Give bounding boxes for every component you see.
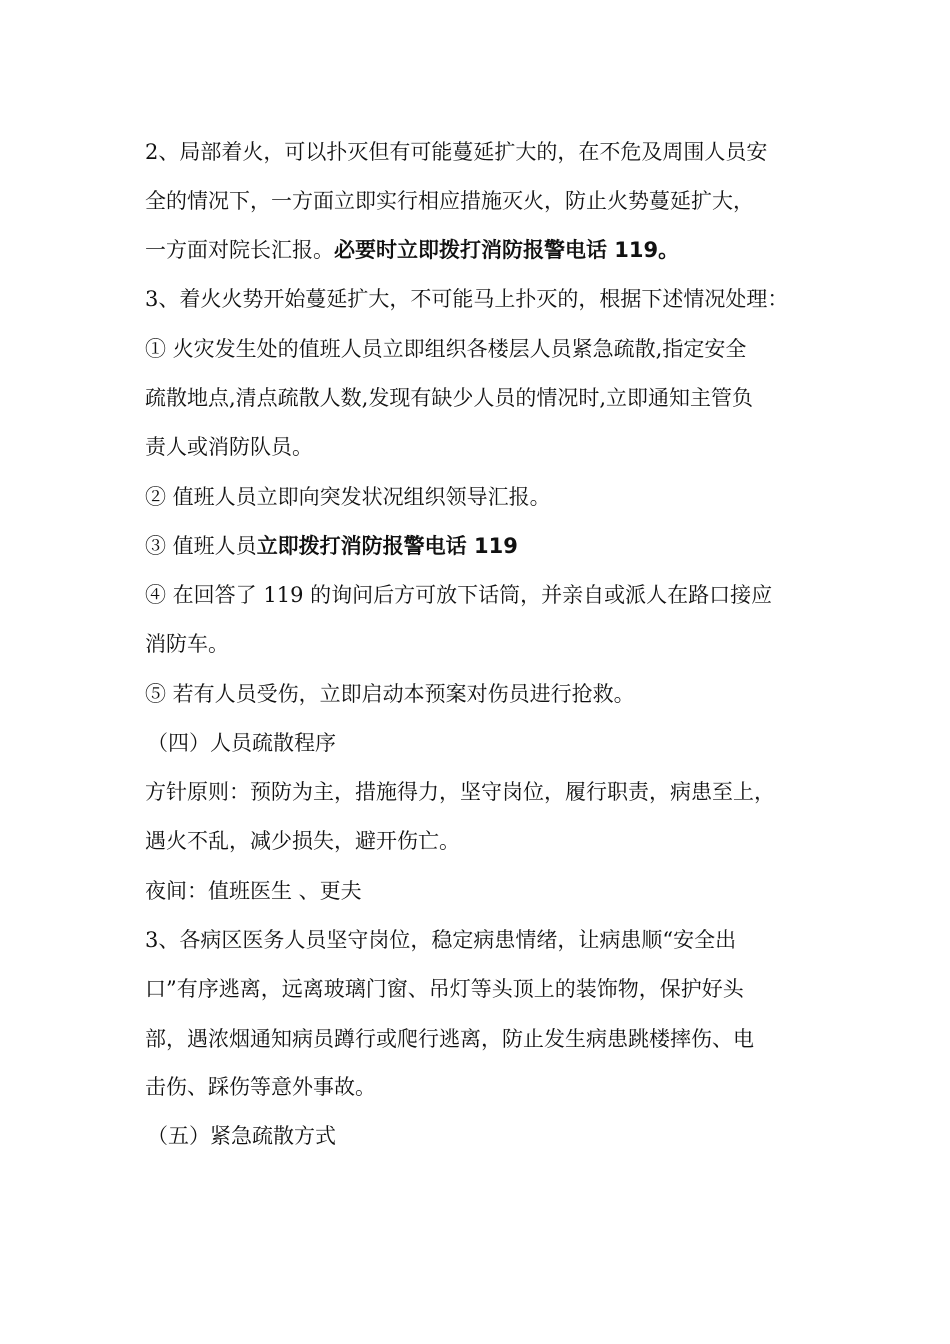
text-segment: ① 火灾发生处的值班人员立即组织各楼层人员紧急疏散,指定安全	[145, 337, 747, 361]
text-segment: 3、着火火势开始蔓延扩大，不可能马上扑灭的，根据下述情况处理：	[145, 287, 789, 311]
text-segment: 一方面对院长汇报。	[145, 238, 334, 262]
text-line	[145, 432, 825, 462]
text-line	[145, 1072, 825, 1102]
text-line	[147, 728, 827, 758]
text-line	[145, 974, 825, 1004]
text-segment: ③ 值班人员	[145, 534, 257, 558]
text-segment: ④ 在回答了 119 的询问后方可放下话筒，并亲自或派人在路口接应	[145, 583, 773, 607]
text-segment: 方针原则：预防为主，措施得力，坚守岗位，履行职责，病患至上，	[145, 780, 775, 804]
text-segment: 责人或消防队员。	[145, 435, 313, 459]
text-segment: 疏散地点,清点疏散人数,发现有缺少人员的情况时,立即通知主管负	[145, 386, 754, 410]
text-segment: ② 值班人员立即向突发状况组织领导汇报。	[145, 485, 551, 509]
text-segment: 击伤、踩伤等意外事故。	[145, 1075, 376, 1099]
text-segment: （五）紧急疏散方式	[147, 1124, 336, 1148]
text-line	[145, 531, 825, 561]
text-line	[145, 235, 825, 265]
text-segment: 遇火不乱，减少损失，避开伤亡。	[145, 829, 460, 853]
text-segment: 2、局部着火，可以扑灭但有可能蔓延扩大的，在不危及周围人员安	[145, 140, 768, 164]
text-segment: 口”有序逃离，远离玻璃门窗、吊灯等头顶上的装饰物，保护好头	[145, 977, 744, 1001]
text-line	[145, 925, 825, 955]
bold-text-segment: 必要时立即拨打消防报警电话 119。	[334, 238, 680, 262]
text-line	[145, 383, 825, 413]
text-line	[145, 284, 825, 314]
text-line	[145, 334, 825, 364]
text-line	[145, 1024, 825, 1054]
text-line	[145, 826, 825, 856]
text-line	[145, 876, 825, 906]
text-line	[145, 629, 825, 659]
text-segment: 全的情况下，一方面立即实行相应措施灭火，防止火势蔓延扩大，	[145, 189, 754, 213]
text-line	[145, 186, 825, 216]
text-line	[145, 777, 825, 807]
bold-text-segment: 立即拨打消防报警电话 119	[256, 534, 518, 558]
text-line	[145, 482, 825, 512]
text-segment: ⑤ 若有人员受伤，立即启动本预案对伤员进行抢救。	[145, 682, 635, 706]
text-segment: 消防车。	[145, 632, 229, 656]
text-segment: 夜间：值班医生 、更夫	[145, 879, 362, 903]
text-segment: （四）人员疏散程序	[147, 731, 336, 755]
text-segment: 3、各病区医务人员坚守岗位，稳定病患情绪，让病患顺“安全出	[145, 928, 737, 952]
text-line	[145, 679, 825, 709]
text-line	[145, 137, 825, 167]
text-segment: 部，遇浓烟通知病员蹲行或爬行逃离，防止发生病患跳楼摔伤、电	[145, 1027, 754, 1051]
text-line	[145, 580, 825, 610]
text-line	[147, 1121, 827, 1151]
